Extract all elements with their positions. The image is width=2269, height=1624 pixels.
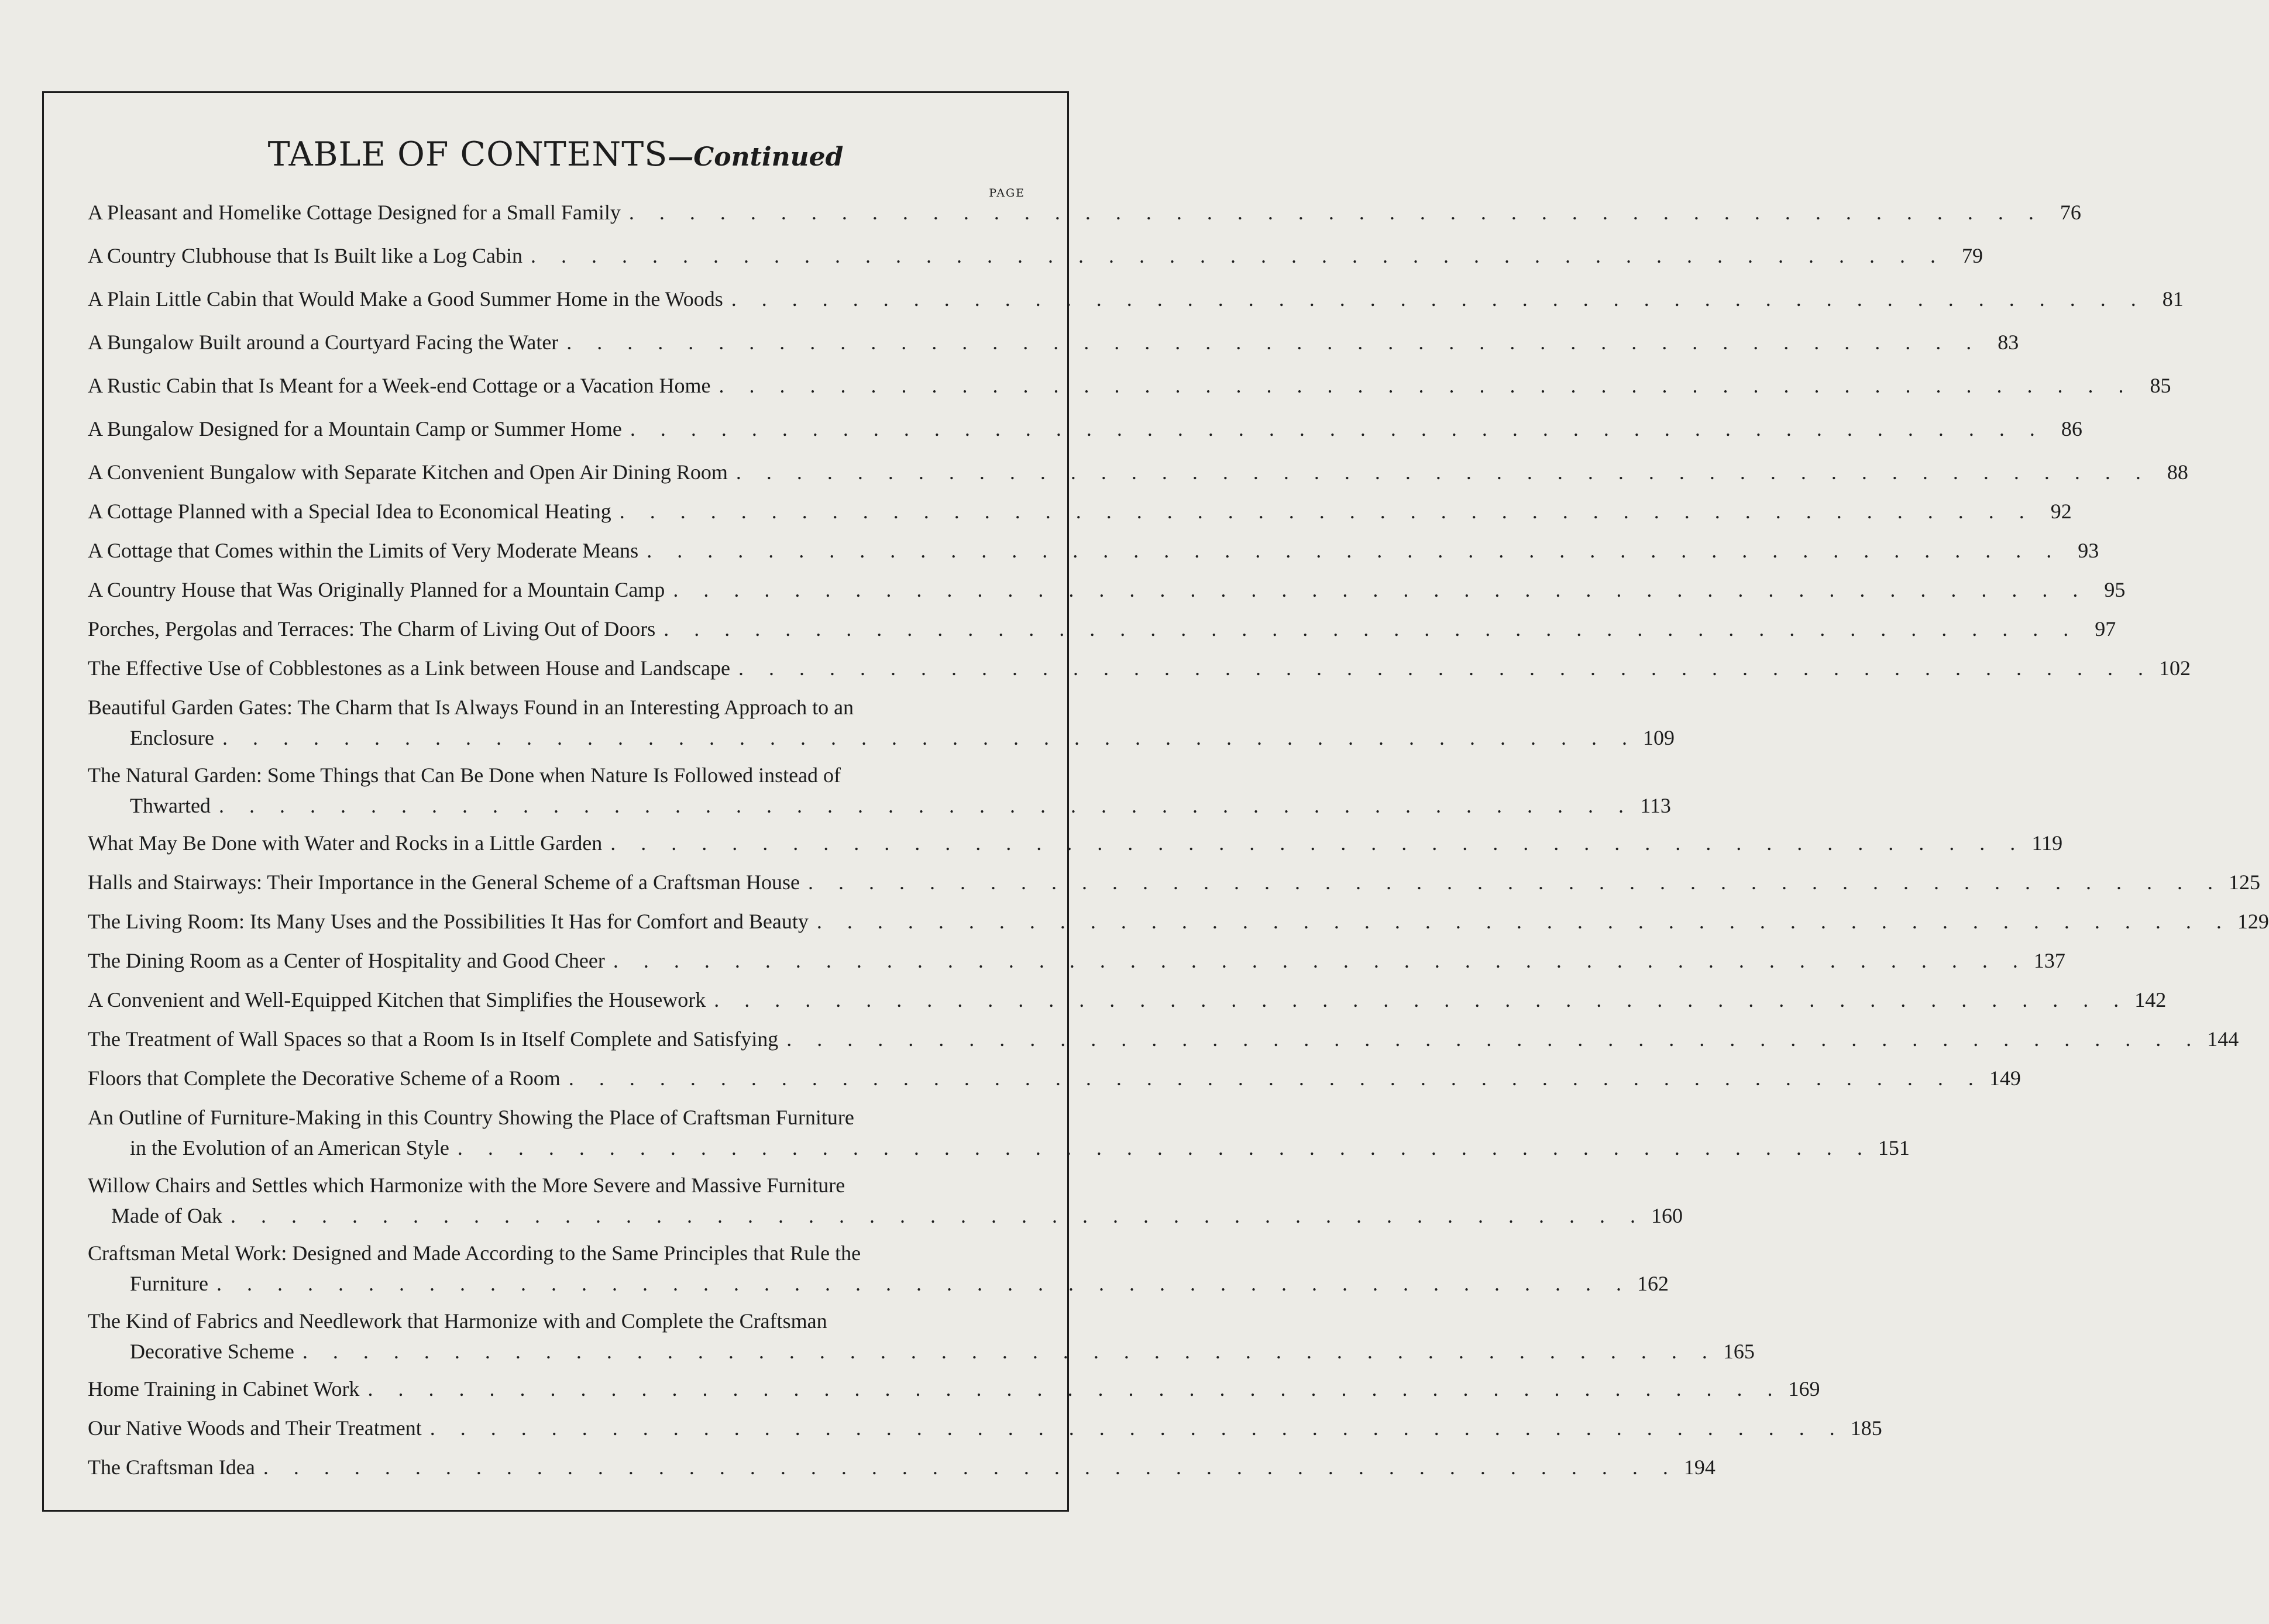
toc-leader-dots: . . . . . . . . . . . . . . . . . . . . . . . . . . . . . . . . . . . . . . . . . . . . . . . xyxy=(786,1027,2202,1051)
toc-leader-dots: . . . . . . . . . . . . . . . . . . . . . . . . . . . . . . . . . . . . . . . . . . . . . . . xyxy=(530,244,1945,267)
toc-entry xyxy=(88,867,2260,906)
toc-entry-page: 160 xyxy=(1651,1204,1683,1227)
toc-leader-dots: . . . . . . . . . . . . . . . . . . . . . . . . . . . . . . . . . . . . . . . . . . . . . . . xyxy=(647,539,2062,562)
toc-entry-title-cont: Thwarted xyxy=(130,794,211,817)
toc-leader-dots: . . . . . . . . . . . . . . . . . . . . . . . . . . . . . . . . . . . . . . . . . . . . . . . xyxy=(429,1416,1845,1440)
toc-entry-title: The Dining Room as a Center of Hospitality and Good Cheer xyxy=(88,949,605,972)
toc-leader-dots: . . . . . . . . . . . . . . . . . . . . . . . . . . . . . . . . . . . . . . . . . . . . . . . xyxy=(263,1456,1678,1479)
toc-entry-page: 165 xyxy=(1723,1340,1755,1363)
toc-entry-page: 142 xyxy=(2134,988,2167,1011)
toc-entry xyxy=(88,1024,2239,1063)
toc-leader-dots: . . . . . . . . . . . . . . . . . . . . . . . . . . . . . . . . . . . . . . . . . . . . . . . xyxy=(457,1136,1872,1159)
toc-entry-title: A Cottage that Comes within the Limits of Very Moderate Means xyxy=(88,539,639,562)
toc-leader-dots: . . . . . . . . . . . . . . . . . . . . . . . . . . . . . . . . . . . . . . . . . . . . . . . xyxy=(302,1340,1717,1363)
toc-leader-dots: . . . . . . . . . . . . . . . . . . . . . . . . . . . . . . . . . . . . . . . . . . . . . . . xyxy=(222,726,1637,749)
toc-entry xyxy=(88,1452,1715,1491)
toc-entry-page: 92 xyxy=(2050,500,2072,523)
toc-entry-page: 76 xyxy=(2060,201,2081,224)
toc-entry-title: The Effective Use of Cobblestones as a Link between House and Landscape xyxy=(88,656,730,680)
toc-entry xyxy=(88,945,2065,985)
toc-entry-page: 151 xyxy=(1878,1136,1910,1159)
toc-entry-title: Porches, Pergolas and Terraces: The Charm of Living Out of Doors xyxy=(88,617,656,641)
toc-entry-page: 162 xyxy=(1637,1272,1669,1295)
page-column-label: PAGE xyxy=(989,187,1025,199)
toc-leader-dots: . . . . . . . . . . . . . . . . . . . . . . . . . . . . . . . . . . . . . . . . . . . . . . . xyxy=(628,201,2044,224)
toc-entry-title: The Treatment of Wall Spaces so that a Room Is in Itself Complete and Satisfying xyxy=(88,1027,779,1051)
toc-entry xyxy=(88,535,2099,574)
toc-leader-dots: . . . . . . . . . . . . . . . . . . . . . . . . . . . . . . . . . . . . . . . . . . . . . . . xyxy=(230,1204,1645,1227)
toc-leader-dots: . . . . . . . . . . . . . . . . . . . . . . . . . . . . . . . . . . . . . . . . . . . . . . . xyxy=(218,794,1634,817)
toc-entry-title: A Bungalow Built around a Courtyard Facing the Water xyxy=(88,331,559,354)
toc-entry-title-cont: Enclosure xyxy=(130,726,214,749)
toc-entry xyxy=(88,760,1671,828)
toc-entry xyxy=(88,327,2019,370)
toc-leader-dots: . . . . . . . . . . . . . . . . . . . . . . . . . . . . . . . . . . . . . . . . . . . . . . . xyxy=(731,287,2146,311)
toc-entry-page: 129 xyxy=(2237,910,2269,933)
toc-entry xyxy=(88,414,2082,457)
toc-leader-dots: . . . . . . . . . . . . . . . . . . . . . . . . . . . . . . . . . . . . . . . . . . . . . . . xyxy=(735,460,2151,484)
toc-entry-title: Halls and Stairways: Their Importance in the General Scheme of a Craftsman House xyxy=(88,871,800,894)
toc-entry-title: The Craftsman Idea xyxy=(88,1456,255,1479)
toc-entry-title: What May Be Done with Water and Rocks in a Little Garden xyxy=(88,831,603,855)
toc-entry-page: 169 xyxy=(1788,1377,1820,1401)
title-suffix: —Continued xyxy=(668,142,844,172)
toc-entry-title: The Natural Garden: Some Things that Can Be Done when Nature Is Followed instead of xyxy=(88,763,841,787)
toc-entry-page: 88 xyxy=(2167,460,2188,484)
toc-leader-dots: . . . . . . . . . . . . . . . . . . . . . . . . . . . . . . . . . . . . . . . . . . . . . . . xyxy=(367,1377,1783,1401)
toc-entry-page: 149 xyxy=(1989,1066,2021,1090)
toc-entry-page: 81 xyxy=(2162,287,2184,311)
toc-entry-title: Willow Chairs and Settles which Harmonize with the More Severe and Massive Furniture xyxy=(88,1174,845,1197)
toc-entry-title-cont: Made of Oak xyxy=(111,1204,222,1227)
toc-entry-title: A Rustic Cabin that Is Meant for a Week-end Cottage or a Vacation Home xyxy=(88,374,711,397)
toc-entry-page: 113 xyxy=(1640,794,1671,817)
toc-entry xyxy=(88,1102,1910,1170)
toc-leader-dots: . . . . . . . . . . . . . . . . . . . . . . . . . . . . . . . . . . . . . . . . . . . . . . . xyxy=(613,949,2028,972)
toc-leader-dots: . . . . . . . . . . . . . . . . . . . . . . . . . . . . . . . . . . . . . . . . . . . . . . . xyxy=(807,871,2223,894)
toc-leader-dots: . . . . . . . . . . . . . . . . . . . . . . . . . . . . . . . . . . . . . . . . . . . . . . . xyxy=(816,910,2232,933)
toc-entry xyxy=(88,653,2191,692)
toc-entry-title: A Bungalow Designed for a Mountain Camp or Summer Home xyxy=(88,417,622,441)
page-title xyxy=(44,134,1067,178)
toc-entry xyxy=(88,1306,1755,1374)
toc-entry-title: A Country Clubhouse that Is Built like a Log Cabin xyxy=(88,244,522,267)
toc-entry-title: Floors that Complete the Decorative Scheme of a Room xyxy=(88,1066,561,1090)
toc-entry-page: 137 xyxy=(2033,949,2065,972)
toc-entry xyxy=(88,370,2171,414)
toc-entry-title: A Pleasant and Homelike Cottage Designed for a Small Family xyxy=(88,201,621,224)
toc-entry-title: A Cottage Planned with a Special Idea to Economical Heating xyxy=(88,500,611,523)
toc-entry-page: 97 xyxy=(2095,617,2116,641)
toc-entry-title: A Plain Little Cabin that Would Make a Good Summer Home in the Woods xyxy=(88,287,723,311)
toc-entry xyxy=(88,574,2126,614)
toc-entry xyxy=(88,1413,1882,1452)
toc-leader-dots: . . . . . . . . . . . . . . . . . . . . . . . . . . . . . . . . . . . . . . . . . . . . . . . xyxy=(216,1272,1631,1295)
toc-entry-title-cont: Furniture xyxy=(130,1272,208,1295)
toc-entry xyxy=(88,692,1675,760)
toc-entry-title: A Convenient Bungalow with Separate Kitchen and Open Air Dining Room xyxy=(88,460,728,484)
toc-entry-page: 83 xyxy=(1998,331,2019,354)
toc-entry-page: 102 xyxy=(2158,656,2191,680)
toc-leader-dots: . . . . . . . . . . . . . . . . . . . . . . . . . . . . . . . . . . . . . . . . . . . . . . . xyxy=(663,617,2079,641)
toc-entry-page: 185 xyxy=(1850,1416,1882,1440)
toc-leader-dots: . . . . . . . . . . . . . . . . . . . . . . . . . . . . . . . . . . . . . . . . . . . . . . . xyxy=(738,656,2153,680)
toc-entry-page: 109 xyxy=(1642,726,1675,749)
toc-leader-dots: . . . . . . . . . . . . . . . . . . . . . . . . . . . . . . . . . . . . . . . . . . . . . . . xyxy=(610,831,2026,855)
toc-entry xyxy=(88,1374,1820,1413)
toc-leader-dots: . . . . . . . . . . . . . . . . . . . . . . . . . . . . . . . . . . . . . . . . . . . . . . . xyxy=(673,578,2088,601)
toc-entry xyxy=(88,197,2081,240)
toc-entry xyxy=(88,1170,1683,1238)
toc-entry xyxy=(88,828,2063,867)
toc-entry-title-cont: in the Evolution of an American Style xyxy=(130,1136,449,1159)
toc-entry xyxy=(88,457,2188,496)
contents-frame xyxy=(42,91,2269,1512)
toc-entry-page: 119 xyxy=(2031,831,2063,855)
toc-entry xyxy=(88,614,2116,653)
toc-entry xyxy=(88,240,1983,284)
toc-entry-page: 194 xyxy=(1683,1456,1715,1479)
toc-entry-title: An Outline of Furniture-Making in this Country Showing the Place of Craftsman Furniture xyxy=(88,1106,854,1129)
toc-entry-title: Home Training in Cabinet Work xyxy=(88,1377,360,1401)
toc-entry-page: 86 xyxy=(2061,417,2082,441)
toc-leader-dots: . . . . . . . . . . . . . . . . . . . . . . . . . . . . . . . . . . . . . . . . . . . . . . . xyxy=(566,331,1982,354)
toc-entry-title: Craftsman Metal Work: Designed and Made According to the Same Principles that Rule the xyxy=(88,1241,861,1265)
title-main: TABLE OF CONTENTS xyxy=(267,135,668,174)
toc-entry xyxy=(88,1063,2021,1102)
toc-entry xyxy=(88,906,2269,945)
toc-entry xyxy=(88,985,2167,1024)
toc-leader-dots: . . . . . . . . . . . . . . . . . . . . . . . . . . . . . . . . . . . . . . . . . . . . . . . xyxy=(619,500,2034,523)
toc-entry-page: 125 xyxy=(2228,871,2260,894)
toc-entry-page: 85 xyxy=(2150,374,2171,397)
toc-entry-page: 144 xyxy=(2207,1027,2239,1051)
toc-leader-dots: . . . . . . . . . . . . . . . . . . . . . . . . . . . . . . . . . . . . . . . . . . . . . . . xyxy=(718,374,2134,397)
toc-entry-page: 93 xyxy=(2078,539,2099,562)
toc-leader-dots: . . . . . . . . . . . . . . . . . . . . . . . . . . . . . . . . . . . . . . . . . . . . . . . xyxy=(714,988,2129,1011)
toc-entry-title: Beautiful Garden Gates: The Charm that Is Always Found in an Interesting Approach to an xyxy=(88,696,854,719)
toc-entry-page: 95 xyxy=(2104,578,2126,601)
toc-entry-title: A Country House that Was Originally Planned for a Mountain Camp xyxy=(88,578,665,601)
toc-entry-title: The Living Room: Its Many Uses and the Possibilities It Has for Comfort and Beauty xyxy=(88,910,809,933)
toc-entry-page: 79 xyxy=(1961,244,1983,267)
toc-entry xyxy=(88,1238,1669,1306)
toc-entry xyxy=(88,284,2184,327)
toc-leader-dots: . . . . . . . . . . . . . . . . . . . . . . . . . . . . . . . . . . . . . . . . . . . . . . . xyxy=(568,1066,1983,1090)
toc-entry xyxy=(88,496,2072,535)
toc-entry-title-cont: Decorative Scheme xyxy=(130,1340,294,1363)
toc-entry-title: The Kind of Fabrics and Needlework that Harmonize with and Complete the Craftsman xyxy=(88,1309,827,1333)
toc-entry-title: A Convenient and Well-Equipped Kitchen that Simplifies the Housework xyxy=(88,988,706,1011)
toc-entry-title: Our Native Woods and Their Treatment xyxy=(88,1416,422,1440)
toc-leader-dots: . . . . . . . . . . . . . . . . . . . . . . . . . . . . . . . . . . . . . . . . . . . . . . . xyxy=(630,417,2045,441)
contents-list xyxy=(88,197,2269,1491)
